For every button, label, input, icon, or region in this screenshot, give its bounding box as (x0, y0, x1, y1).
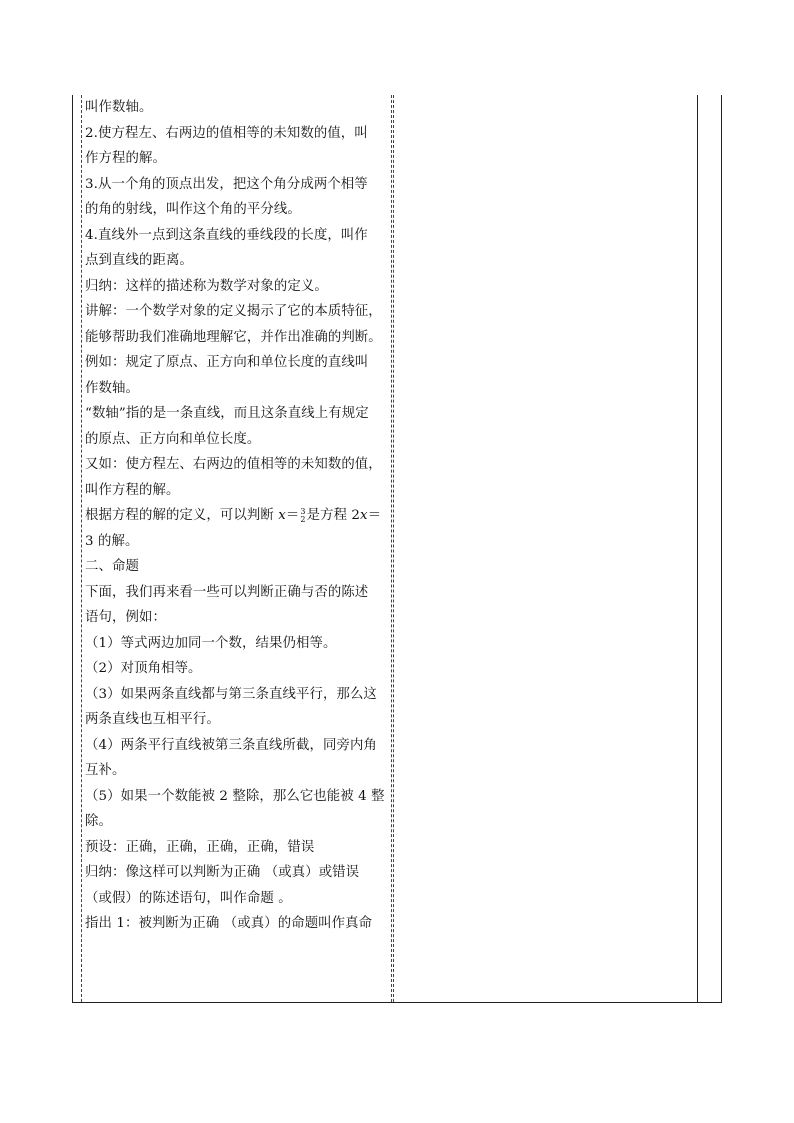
text-line: 指出 1：被判断为正确 （或真）的命题叫作真命 (85, 916, 373, 931)
fraction-denominator: 2 (300, 514, 306, 524)
text-line: 2.使方程左、右两边的值相等的未知数的值，叫 (85, 125, 368, 141)
column-divider-right (697, 95, 698, 1002)
math-prefix: 根据方程的解的定义，可以判断 (85, 508, 279, 523)
text-line: 归纳：这样的描述称为数学对象的定义。 (85, 278, 328, 294)
math-mid: 是方程 2 (306, 508, 361, 523)
math-line (85, 503, 393, 529)
text-line: 除。 (85, 814, 112, 829)
text-line: “数轴”指的是一条直线，而且这条直线上有规定 (85, 406, 369, 421)
text-line: 归纳：像这样可以判断为正确 （或真）或错误 (85, 865, 360, 880)
list-item: （1）等式两边加同一个数，结果仍相等。 (85, 635, 337, 651)
text-line: 4.直线外一点到这条直线的垂线段的长度，叫作 (85, 227, 368, 243)
text-line: 例如：规定了原点、正方向和单位长度的直线叫 (85, 355, 369, 370)
text-line: 3.从一个角的顶点出发，把这个角分成两个相等 (85, 176, 368, 192)
text-line: 的原点、正方向和单位长度。 (85, 431, 261, 447)
fraction-numerator: 3 (300, 506, 306, 516)
text-line: 3 的解。 (85, 533, 139, 549)
list-item: （4）两条平行直线被第三条直线所截，同旁内角 (85, 737, 377, 753)
text-line: 叫作数轴。 (85, 100, 153, 115)
text-line: 作方程的解。 (85, 151, 166, 166)
text-line: 的角的射线，叫作这个角的平分线。 (85, 202, 301, 217)
lesson-content (85, 95, 393, 937)
text-line: 作数轴。 (85, 380, 139, 396)
text-line: 互补。 (85, 763, 126, 778)
section-heading: 二、命题 (85, 559, 139, 574)
math-var-x: x (278, 508, 286, 523)
text-line: 能够帮助我们准确地理解它，并作出准确的判断。 (85, 329, 382, 345)
text-line: 下面，我们再来看一些可以判断正确与否的陈述 (85, 584, 369, 600)
list-item: （5）如果一个数能被 2 整除，那么它也能被 4 整 (85, 788, 385, 804)
text-line: （或假）的陈述语句，叫作命题 。 (85, 890, 292, 906)
math-fraction (300, 508, 305, 524)
text-line: 又如：使方程左、右两边的值相等的未知数的值， (85, 457, 382, 472)
list-item: （3）如果两条直线都与第三条直线平行，那么这 (85, 686, 377, 702)
text-line: 叫作方程的解。 (85, 482, 180, 498)
column-divider-left (81, 95, 82, 1002)
list-item: （2）对顶角相等。 (85, 661, 202, 676)
text-line: 预设：正确，正确，正确，正确，错误 (85, 839, 315, 855)
math-suffix: ＝ (367, 508, 382, 523)
text-line: 两条直线也互相平行。 (85, 712, 220, 727)
text-line: 点到直线的距离。 (85, 253, 193, 268)
text-line: 语句，例如： (85, 610, 166, 625)
column-divider-middle-b (393, 95, 394, 1002)
math-var-x-2: x (360, 508, 368, 523)
text-line: 讲解：一个数学对象的定义揭示了它的本质特征， (85, 304, 382, 319)
math-equals: ＝ (285, 508, 300, 523)
